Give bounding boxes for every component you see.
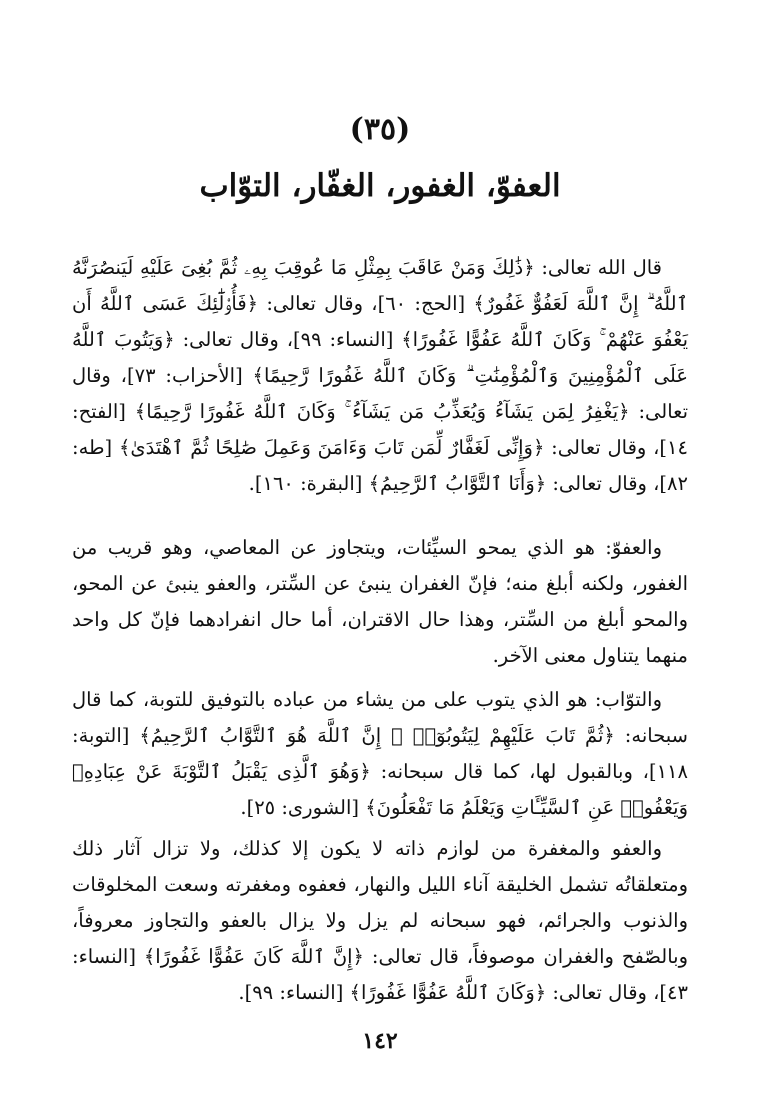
paragraph-al-afuw-meaning: والعفوّ: هو الذي يمحو السيِّئات، ويتجاوز عن المعاصي، وهو قريب من الغفور، ولكنه أبلغ منه؛ فإنّ الغفران ينبئ عن السِّتر، والعفو ينبئ عن المحو، والمحو أبلغ من السِّتر، وهذا حال الاقتران، أما حال انفرادهما فإنّ كل واحد منهما يتناول معنى الآخر.: [72, 535, 688, 667]
paragraph-quran-verses: قال الله تعالى: ﴿ذَٰلِكَ وَمَنْ عَاقَبَ بِمِثْلِ مَا عُوقِبَ بِهِۦ ثُمَّ بُغِىَ عَلَيْهِ لَيَنصُرَنَّهُ ٱللَّهُ ۗ إِنَّ ٱللَّهَ لَعَفُوٌّ غَفُورٌ﴾ [الحج: ٦٠]، وقال تعالى: ﴿فَأُو۟لَٰٓئِكَ عَسَى ٱللَّهُ أَن يَعْفُوَ عَنْهُمْ ۚ وَكَانَ ٱللَّهُ عَفُوًّا غَفُورًا﴾ [النساء: ٩٩]، وقال تعالى: ﴿وَيَتُوبَ ٱللَّهُ عَلَى ٱلْمُؤْمِنِينَ وَٱلْمُؤْمِنَٰتِ ۗ وَكَانَ ٱللَّهُ غَفُورًا رَّحِيمًا﴾ [الأحزاب: ٧٣]، وقال تعالى: ﴿يَغْفِرُ لِمَن يَشَآءُ وَيُعَذِّبُ مَن يَشَآءُ ۚ وَكَانَ ٱللَّهُ غَفُورًا رَّحِيمًا﴾ [الفتح: ١٤]، وقال تعالى: ﴿وَإِنِّى لَغَفَّارٌ لِّمَن تَابَ وَءَامَنَ وَعَمِلَ صَٰلِحًا ثُمَّ ٱهْتَدَىٰ﴾ [طه: ٨٢]، وقال تعالى: ﴿وَأَنَا ٱلتَّوَّابُ ٱلرَّحِيمُ﴾ [البقرة: ١٦٠].: [72, 255, 688, 495]
paragraph-at-tawwab-meaning: والتوّاب: هو الذي يتوب على من يشاء من عباده بالتوفيق للتوبة، كما قال سبحانه: ﴿ثُمَّ تَابَ عَلَيْهِمْ لِيَتُوبُوٓا۟ ۚ إِنَّ ٱللَّهَ هُوَ ٱلتَّوَّابُ ٱلرَّحِيمُ﴾ [التوبة: ١١٨]، وبالقبول لها، كما قال سبحانه: ﴿وَهُوَ ٱلَّذِى يَقْبَلُ ٱلتَّوْبَةَ عَنْ عِبَادِهِۦ وَيَعْفُوا۟ عَنِ ٱلسَّيِّـَٔاتِ وَيَعْلَمُ مَا تَفْعَلُونَ﴾ [الشورى: ٢٥].: [72, 687, 688, 819]
paragraph-forgiveness-attributes: والعفو والمغفرة من لوازم ذاته لا يكون إلا كذلك، ولا تزال آثار ذلك ومتعلقاتُه تشمل الخليقة آناء الليل والنهار، فعفوه ومغفرته وسعت المخلوقات والذنوب والجرائم، فهو سبحانه لم يزل ولا يزال بالعفو والتجاوز معروفاً، وبالصّفح والغفران موصوفاً، قال تعالى: ﴿إِنَّ ٱللَّهَ كَانَ عَفُوًّا غَفُورًا﴾ [النساء: ٤٣]، وقال تعالى: ﴿وَكَانَ ٱللَّهُ عَفُوًّا غَفُورًا﴾ [النساء: ٩٩].: [72, 836, 688, 1004]
chapter-title: العفوّ، الغفور، الغفّار، التوّاب: [199, 168, 561, 204]
page-number: ١٤٢: [362, 1028, 398, 1054]
chapter-number: (٣٥): [349, 112, 411, 147]
